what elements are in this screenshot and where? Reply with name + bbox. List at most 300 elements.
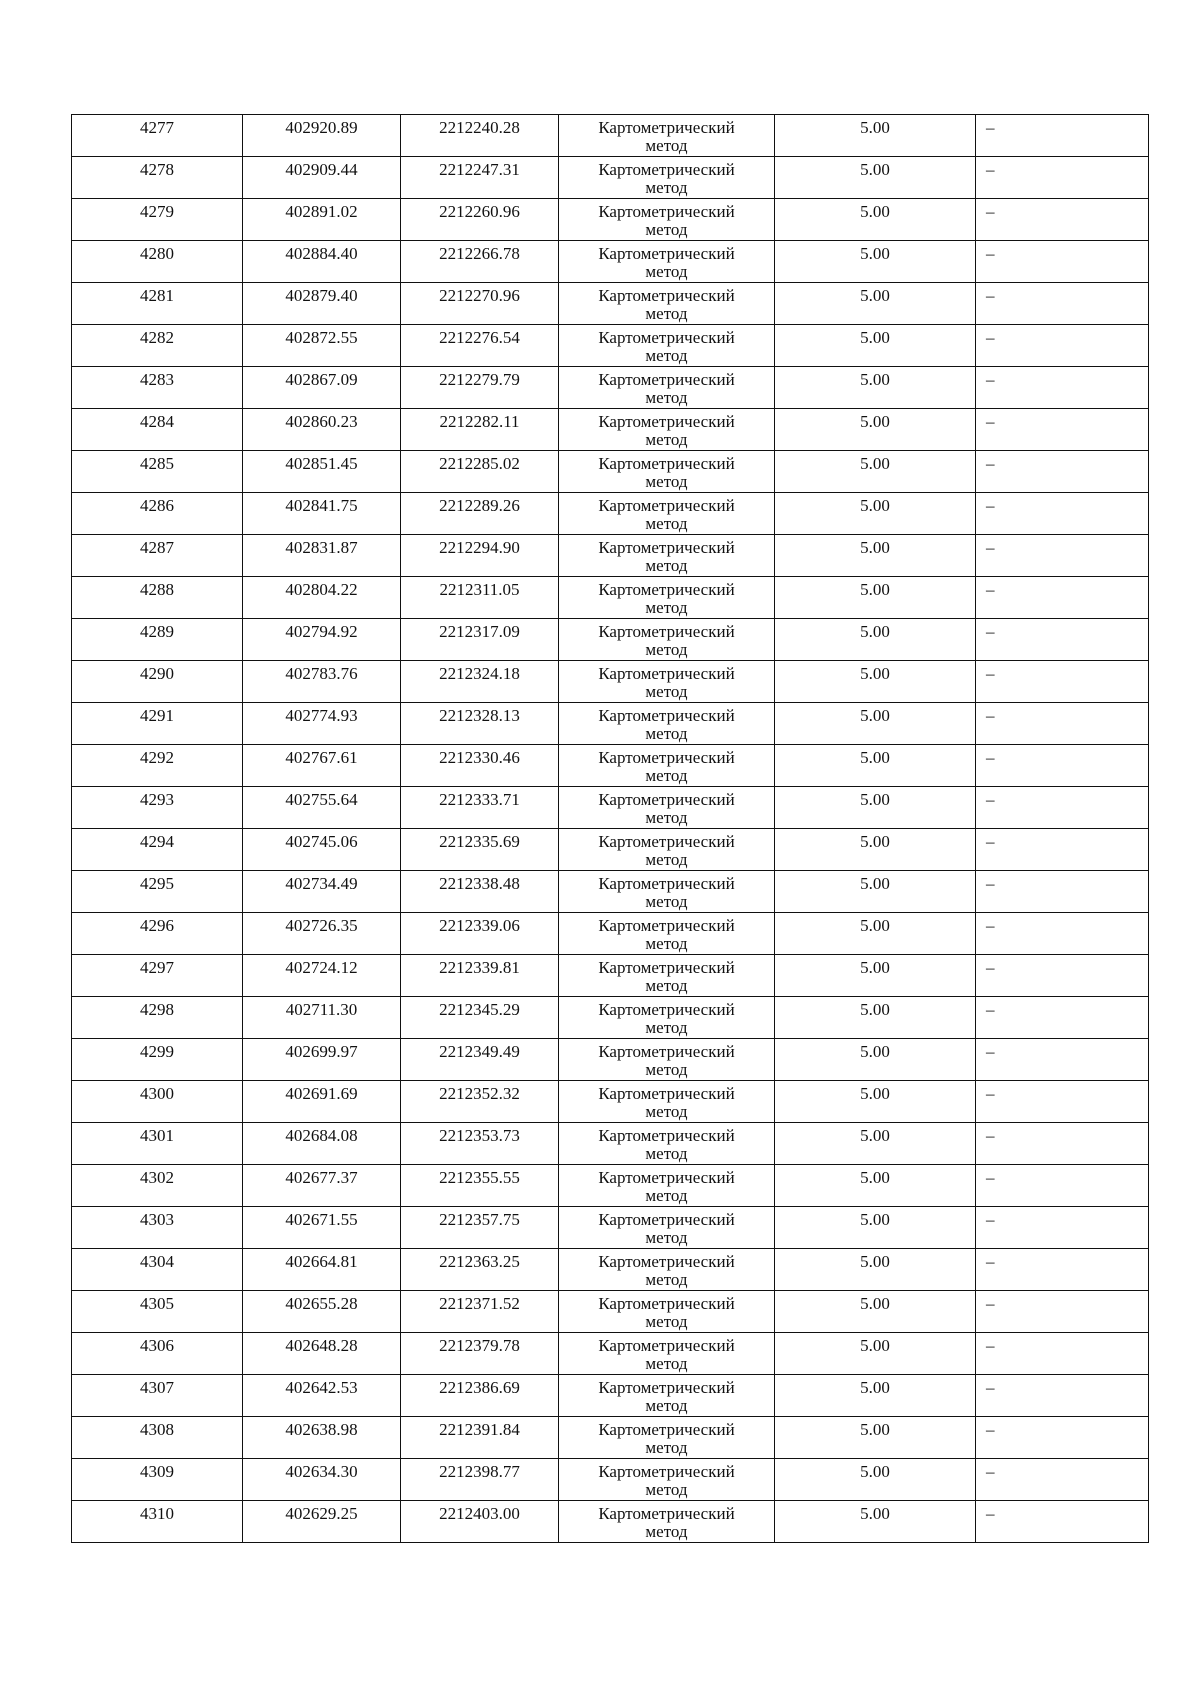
method-line-1: Картометрический (598, 454, 735, 473)
coordinate-y-cell (401, 451, 559, 493)
point-number-cell (72, 325, 243, 367)
method-line-1: Картометрический (598, 244, 735, 263)
description-dash: – (986, 790, 995, 809)
accuracy-value-cell (775, 535, 976, 577)
point-number-cell (72, 493, 243, 535)
coordinate-x-cell (243, 451, 401, 493)
method-cell (559, 325, 775, 367)
coordinate-y: 2212289.26 (439, 496, 520, 515)
point-number: 4292 (140, 748, 174, 767)
table-row (72, 241, 1149, 283)
method-line-2: метод (645, 1396, 688, 1415)
method-cell (559, 997, 775, 1039)
description-dash: – (986, 1084, 995, 1103)
coordinate-y: 2212339.81 (439, 958, 520, 977)
point-number-cell (72, 1249, 243, 1291)
point-number: 4289 (140, 622, 174, 641)
method-line-1: Картометрический (598, 580, 735, 599)
accuracy-value: 5.00 (860, 412, 890, 431)
method-line-1: Картометрический (598, 1168, 735, 1187)
description-dash-cell (976, 1333, 1149, 1375)
description-dash: – (986, 748, 995, 767)
coordinate-x-cell (243, 619, 401, 661)
method-cell (559, 1081, 775, 1123)
method-line-1: Картометрический (598, 538, 735, 557)
accuracy-value: 5.00 (860, 328, 890, 347)
point-number-cell (72, 1123, 243, 1165)
coordinate-x-cell (243, 997, 401, 1039)
coordinate-y: 2212353.73 (439, 1126, 520, 1145)
method-line-2: метод (645, 1144, 688, 1163)
description-dash: – (986, 958, 995, 977)
point-number-cell (72, 283, 243, 325)
coordinate-y-cell (401, 1459, 559, 1501)
table-row (72, 913, 1149, 955)
table-row (72, 703, 1149, 745)
coordinate-y-cell (401, 493, 559, 535)
accuracy-value-cell (775, 1039, 976, 1081)
point-number: 4298 (140, 1000, 174, 1019)
coordinate-y-cell (401, 619, 559, 661)
accuracy-value: 5.00 (860, 874, 890, 893)
description-dash-cell (976, 1039, 1149, 1081)
coordinate-y-cell (401, 871, 559, 913)
accuracy-value: 5.00 (860, 118, 890, 137)
accuracy-value-cell (775, 1375, 976, 1417)
coordinate-y: 2212386.69 (439, 1378, 520, 1397)
method-line-1: Картометрический (598, 412, 735, 431)
coordinate-y: 2212279.79 (439, 370, 520, 389)
accuracy-value-cell (775, 913, 976, 955)
method-line-2: метод (645, 430, 688, 449)
method-line-2: метод (645, 976, 688, 995)
description-dash: – (986, 1420, 995, 1439)
coordinate-y-cell (401, 1501, 559, 1543)
coordinate-x: 402920.89 (285, 118, 358, 137)
coordinate-x: 402831.87 (285, 538, 358, 557)
point-number: 4301 (140, 1126, 174, 1145)
accuracy-value-cell (775, 1459, 976, 1501)
method-line-1: Картометрический (598, 706, 735, 725)
coordinate-x: 402879.40 (285, 286, 358, 305)
method-line-2: метод (645, 682, 688, 701)
table-row (72, 661, 1149, 703)
point-number-cell (72, 955, 243, 997)
coordinate-y-cell (401, 1207, 559, 1249)
coordinate-x-cell (243, 283, 401, 325)
table-row (72, 871, 1149, 913)
method-cell (559, 1123, 775, 1165)
point-number: 4300 (140, 1084, 174, 1103)
point-number: 4281 (140, 286, 174, 305)
description-dash-cell (976, 1501, 1149, 1543)
method-cell (559, 703, 775, 745)
method-line-2: метод (645, 892, 688, 911)
description-dash-cell (976, 493, 1149, 535)
point-number: 4296 (140, 916, 174, 935)
coordinate-x: 402734.49 (285, 874, 358, 893)
table-row (72, 1249, 1149, 1291)
method-cell (559, 535, 775, 577)
description-dash: – (986, 1336, 995, 1355)
coordinate-y: 2212371.52 (439, 1294, 520, 1313)
coordinate-y-cell (401, 577, 559, 619)
method-line-2: метод (645, 640, 688, 659)
coordinate-x: 402677.37 (285, 1168, 358, 1187)
method-line-2: метод (645, 850, 688, 869)
point-number-cell (72, 157, 243, 199)
method-line-1: Картометрический (598, 748, 735, 767)
accuracy-value-cell (775, 619, 976, 661)
table-row (72, 1123, 1149, 1165)
accuracy-value-cell (775, 661, 976, 703)
coordinate-y-cell (401, 703, 559, 745)
method-line-1: Картометрический (598, 1378, 735, 1397)
coordinate-x-cell (243, 325, 401, 367)
accuracy-value: 5.00 (860, 1168, 890, 1187)
accuracy-value: 5.00 (860, 160, 890, 179)
method-cell (559, 787, 775, 829)
point-number: 4282 (140, 328, 174, 347)
method-line-1: Картометрический (598, 202, 735, 221)
method-cell (559, 241, 775, 283)
coordinate-x-cell (243, 787, 401, 829)
accuracy-value-cell (775, 409, 976, 451)
method-line-2: метод (645, 514, 688, 533)
coordinate-y: 2212317.09 (439, 622, 520, 641)
description-dash: – (986, 118, 995, 137)
method-cell (559, 1039, 775, 1081)
point-number: 4308 (140, 1420, 174, 1439)
method-line-1: Картометрический (598, 1336, 735, 1355)
table-row (72, 493, 1149, 535)
coordinate-y: 2212260.96 (439, 202, 520, 221)
accuracy-value-cell (775, 1291, 976, 1333)
point-number-cell (72, 1501, 243, 1543)
description-dash-cell (976, 1165, 1149, 1207)
accuracy-value-cell (775, 1333, 976, 1375)
description-dash: – (986, 622, 995, 641)
method-cell (559, 409, 775, 451)
accuracy-value-cell (775, 1081, 976, 1123)
accuracy-value-cell (775, 367, 976, 409)
coordinate-y-cell (401, 535, 559, 577)
point-number: 4278 (140, 160, 174, 179)
description-dash-cell (976, 871, 1149, 913)
point-number-cell (72, 451, 243, 493)
accuracy-value-cell (775, 283, 976, 325)
accuracy-value: 5.00 (860, 664, 890, 683)
point-number-cell (72, 619, 243, 661)
accuracy-value: 5.00 (860, 1210, 890, 1229)
method-line-1: Картометрический (598, 916, 735, 935)
point-number: 4283 (140, 370, 174, 389)
coordinate-y-cell (401, 745, 559, 787)
table-row (72, 157, 1149, 199)
coordinate-x: 402699.97 (285, 1042, 358, 1061)
coordinate-y-cell (401, 997, 559, 1039)
method-line-2: метод (645, 598, 688, 617)
method-line-1: Картометрический (598, 496, 735, 515)
table-row (72, 1207, 1149, 1249)
method-line-2: метод (645, 1186, 688, 1205)
method-line-2: метод (645, 1312, 688, 1331)
point-number-cell (72, 661, 243, 703)
description-dash-cell (976, 1459, 1149, 1501)
method-cell (559, 1249, 775, 1291)
accuracy-value-cell (775, 1501, 976, 1543)
coordinate-x-cell (243, 1459, 401, 1501)
description-dash: – (986, 244, 995, 263)
accuracy-value: 5.00 (860, 1504, 890, 1523)
coordinate-x-cell (243, 577, 401, 619)
coordinate-y: 2212352.32 (439, 1084, 520, 1103)
point-number-cell (72, 367, 243, 409)
point-number-cell (72, 745, 243, 787)
method-cell (559, 493, 775, 535)
description-dash-cell (976, 535, 1149, 577)
coordinate-x: 402755.64 (285, 790, 358, 809)
method-line-2: метод (645, 808, 688, 827)
coordinate-y: 2212311.05 (439, 580, 520, 599)
coordinate-x-cell (243, 913, 401, 955)
method-line-2: метод (645, 724, 688, 743)
description-dash-cell (976, 703, 1149, 745)
coordinate-y: 2212357.75 (439, 1210, 520, 1229)
coordinate-y-cell (401, 115, 559, 157)
method-cell (559, 955, 775, 997)
method-cell (559, 1333, 775, 1375)
table-row (72, 829, 1149, 871)
coordinate-x: 402884.40 (285, 244, 358, 263)
coordinate-y-cell (401, 1165, 559, 1207)
coordinate-x-cell (243, 1123, 401, 1165)
description-dash: – (986, 1378, 995, 1397)
method-cell (559, 619, 775, 661)
coordinate-x: 402671.55 (285, 1210, 358, 1229)
accuracy-value-cell (775, 955, 976, 997)
coordinate-y-cell (401, 325, 559, 367)
point-number: 4293 (140, 790, 174, 809)
accuracy-value: 5.00 (860, 1126, 890, 1145)
coordinate-x-cell (243, 1333, 401, 1375)
accuracy-value-cell (775, 997, 976, 1039)
description-dash: – (986, 1168, 995, 1187)
method-line-2: метод (645, 472, 688, 491)
point-number: 4309 (140, 1462, 174, 1481)
point-number: 4285 (140, 454, 174, 473)
coordinate-y-cell (401, 199, 559, 241)
method-cell (559, 1501, 775, 1543)
coordinate-x: 402783.76 (285, 664, 358, 683)
method-line-2: метод (645, 1522, 688, 1541)
description-dash-cell (976, 745, 1149, 787)
coordinate-x: 402638.98 (285, 1420, 358, 1439)
coordinate-y-cell (401, 241, 559, 283)
point-number-cell (72, 535, 243, 577)
coordinate-x: 402629.25 (285, 1504, 358, 1523)
table-row (72, 955, 1149, 997)
accuracy-value-cell (775, 787, 976, 829)
coordinate-x-cell (243, 1165, 401, 1207)
accuracy-value: 5.00 (860, 1084, 890, 1103)
description-dash: – (986, 706, 995, 725)
description-dash-cell (976, 1291, 1149, 1333)
method-line-2: метод (645, 766, 688, 785)
method-line-1: Картометрический (598, 160, 735, 179)
table-row (72, 1039, 1149, 1081)
point-number: 4295 (140, 874, 174, 893)
coordinate-y: 2212266.78 (439, 244, 520, 263)
method-cell (559, 577, 775, 619)
coordinate-x-cell (243, 1291, 401, 1333)
description-dash-cell (976, 241, 1149, 283)
accuracy-value-cell (775, 493, 976, 535)
accuracy-value: 5.00 (860, 202, 890, 221)
method-cell (559, 745, 775, 787)
coordinate-x-cell (243, 1039, 401, 1081)
accuracy-value-cell (775, 1123, 976, 1165)
point-number-cell (72, 115, 243, 157)
accuracy-value: 5.00 (860, 1294, 890, 1313)
coordinate-x-cell (243, 745, 401, 787)
coordinate-y-cell (401, 1039, 559, 1081)
accuracy-value: 5.00 (860, 370, 890, 389)
point-number-cell (72, 787, 243, 829)
accuracy-value: 5.00 (860, 286, 890, 305)
accuracy-value-cell (775, 829, 976, 871)
coordinate-x-cell (243, 1081, 401, 1123)
accuracy-value-cell (775, 241, 976, 283)
point-number-cell (72, 1333, 243, 1375)
point-number: 4299 (140, 1042, 174, 1061)
point-number: 4305 (140, 1294, 174, 1313)
description-dash-cell (976, 619, 1149, 661)
coordinate-x: 402774.93 (285, 706, 358, 725)
point-number-cell (72, 1459, 243, 1501)
accuracy-value-cell (775, 325, 976, 367)
coordinate-x: 402745.06 (285, 832, 358, 851)
description-dash: – (986, 496, 995, 515)
method-line-2: метод (645, 1270, 688, 1289)
method-cell (559, 913, 775, 955)
description-dash: – (986, 538, 995, 557)
description-dash-cell (976, 1123, 1149, 1165)
description-dash-cell (976, 1249, 1149, 1291)
point-number: 4287 (140, 538, 174, 557)
point-number: 4303 (140, 1210, 174, 1229)
method-line-1: Картометрический (598, 1000, 735, 1019)
method-line-2: метод (645, 1228, 688, 1247)
accuracy-value: 5.00 (860, 1462, 890, 1481)
table-row (72, 1417, 1149, 1459)
coordinate-y-cell (401, 787, 559, 829)
coordinate-x-cell (243, 1207, 401, 1249)
table-row (72, 1165, 1149, 1207)
accuracy-value: 5.00 (860, 580, 890, 599)
method-line-2: метод (645, 934, 688, 953)
description-dash: – (986, 454, 995, 473)
coordinate-y: 2212338.48 (439, 874, 520, 893)
table-row (72, 283, 1149, 325)
method-line-2: метод (645, 262, 688, 281)
point-number-cell (72, 199, 243, 241)
description-dash: – (986, 1294, 995, 1313)
point-number-cell (72, 1417, 243, 1459)
description-dash: – (986, 1462, 995, 1481)
method-cell (559, 199, 775, 241)
method-cell (559, 1417, 775, 1459)
accuracy-value-cell (775, 451, 976, 493)
coordinate-x: 402684.08 (285, 1126, 358, 1145)
point-number-cell (72, 1165, 243, 1207)
description-dash-cell (976, 577, 1149, 619)
coordinate-y-cell (401, 955, 559, 997)
point-number: 4297 (140, 958, 174, 977)
accuracy-value-cell (775, 1417, 976, 1459)
table-row (72, 1459, 1149, 1501)
method-line-1: Картометрический (598, 118, 735, 137)
coordinate-x-cell (243, 199, 401, 241)
method-line-2: метод (645, 304, 688, 323)
table-row (72, 1291, 1149, 1333)
method-cell (559, 283, 775, 325)
accuracy-value-cell (775, 745, 976, 787)
accuracy-value: 5.00 (860, 538, 890, 557)
table-row (72, 745, 1149, 787)
accuracy-value: 5.00 (860, 1336, 890, 1355)
description-dash: – (986, 580, 995, 599)
description-dash-cell (976, 325, 1149, 367)
accuracy-value-cell (775, 1165, 976, 1207)
point-number-cell (72, 577, 243, 619)
point-number-cell (72, 1039, 243, 1081)
point-number: 4294 (140, 832, 174, 851)
accuracy-value-cell (775, 703, 976, 745)
coordinate-x: 402867.09 (285, 370, 358, 389)
method-cell (559, 661, 775, 703)
point-number: 4291 (140, 706, 174, 725)
table-row (72, 619, 1149, 661)
method-line-2: метод (645, 1480, 688, 1499)
coordinate-x-cell (243, 1249, 401, 1291)
coordinate-x: 402851.45 (285, 454, 358, 473)
description-dash: – (986, 1252, 995, 1271)
method-line-1: Картометрический (598, 328, 735, 347)
accuracy-value: 5.00 (860, 454, 890, 473)
description-dash: – (986, 328, 995, 347)
coordinate-y: 2212355.55 (439, 1168, 520, 1187)
coordinate-x-cell (243, 703, 401, 745)
accuracy-value: 5.00 (860, 706, 890, 725)
coordinate-x: 402664.81 (285, 1252, 358, 1271)
coordinate-y: 2212240.28 (439, 118, 520, 137)
coordinate-y-cell (401, 157, 559, 199)
coordinate-y-cell (401, 829, 559, 871)
description-dash-cell (976, 283, 1149, 325)
description-dash-cell (976, 367, 1149, 409)
coordinate-y: 2212363.25 (439, 1252, 520, 1271)
point-number-cell (72, 1375, 243, 1417)
table-row (72, 1081, 1149, 1123)
coordinate-x-cell (243, 871, 401, 913)
coordinate-y: 2212324.18 (439, 664, 520, 683)
coordinate-y: 2212345.29 (439, 1000, 520, 1019)
point-number: 4290 (140, 664, 174, 683)
method-line-1: Картометрический (598, 622, 735, 641)
description-dash: – (986, 664, 995, 683)
coordinate-x-cell (243, 115, 401, 157)
